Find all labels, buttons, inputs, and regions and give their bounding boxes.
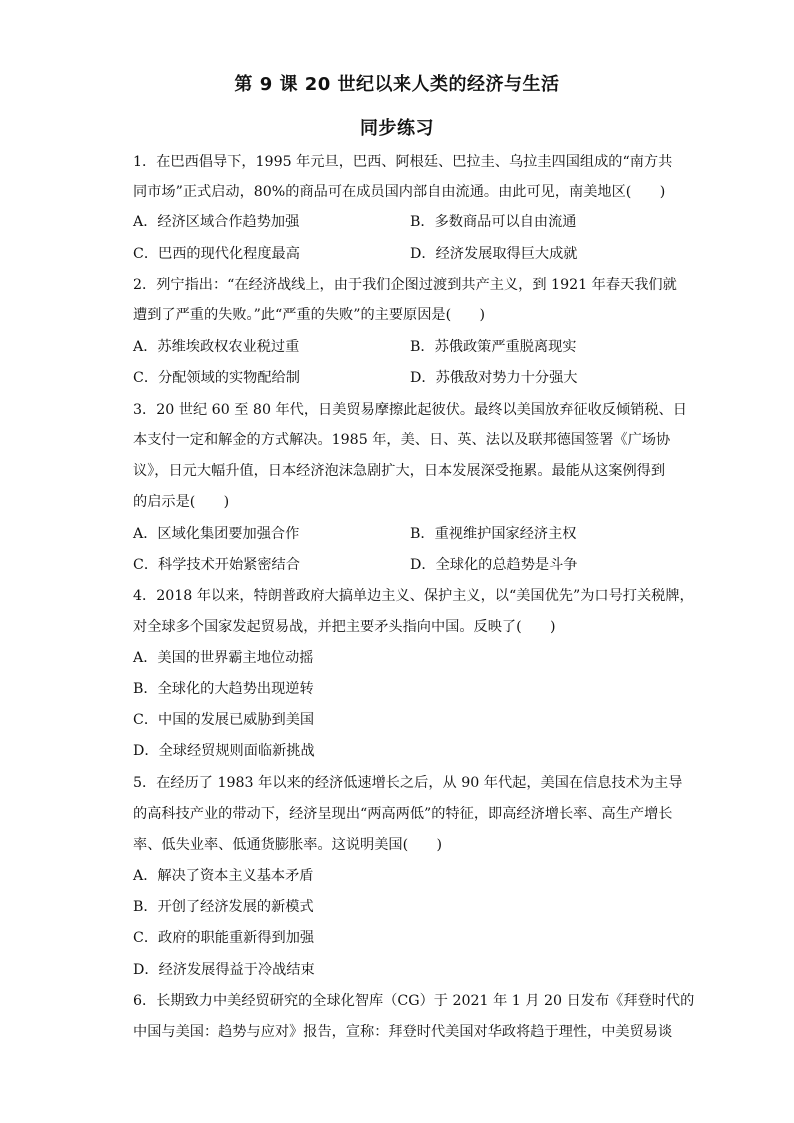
q4-option-c: C．中国的发展已威胁到美国	[133, 712, 315, 728]
q5-option-b: B．开创了经济发展的新模式	[133, 899, 314, 915]
page-subtitle: 同步练习	[360, 118, 434, 139]
page-title: 第 9 课 20 世纪以来人类的经济与生活	[234, 74, 560, 95]
q3-stem-line-4: 的启示是( )	[133, 494, 230, 510]
q5-option-a: A．解决了资本主义基本矛盾	[133, 868, 314, 884]
q4-option-a: A．美国的世界霸主地位动摇	[133, 650, 314, 666]
q2-option-a: A．苏维埃政权农业税过重	[133, 339, 300, 355]
q2-option-d: D．苏俄敌对势力十分强大	[410, 370, 578, 386]
q6-stem-line-1: 6．长期致力中美经贸研究的全球化智库（CG）于 2021 年 1 月 20 日发布《拜登时代的	[133, 993, 695, 1009]
q3-option-a: A．区域化集团要加强合作	[133, 526, 300, 542]
q3-option-d: D．全球化的总趋势是斗争	[410, 557, 578, 573]
q4-stem-line-2: 对全球多个国家发起贸易战，并把主要矛头指向中国。反映了( )	[133, 619, 556, 635]
q1-stem-line-1: 1．在巴西倡导下，1995 年元旦，巴西、阿根廷、巴拉圭、乌拉圭四国组成的“南方共	[133, 154, 673, 170]
q1-option-a: A．经济区域合作趋势加强	[133, 214, 300, 230]
q3-option-b: B．重视维护国家经济主权	[410, 526, 577, 542]
q5-stem-line-1: 5．在经历了 1983 年以来的经济低速增长之后，从 90 年代起，美国在信息技术为主导	[133, 775, 683, 791]
q5-option-c: C．政府的职能重新得到加强	[133, 930, 315, 946]
q1-option-b: B．多数商品可以自由流通	[410, 214, 577, 230]
q1-option-d: D．经济发展取得巨大成就	[410, 246, 578, 262]
q5-stem-line-3: 率、低失业率、低通货膨胀率。这说明美国( )	[133, 837, 443, 853]
q3-stem-line-1: 3．20 世纪 60 至 80 年代，日美贸易摩擦此起彼伏。最终以美国放弃征收反倾销税、日	[133, 402, 687, 418]
q5-option-d: D．经济发展得益于冷战结束	[133, 962, 315, 978]
q3-stem-line-2: 本支付一定和解金的方式解决。1985 年，美、日、英、法以及联邦德国签署《广场协	[133, 432, 671, 448]
q4-option-d: D．全球经贸规则面临新挑战	[133, 743, 315, 759]
q4-stem-line-1: 4．2018 年以来，特朗普政府大搞单边主义、保护主义，以“美国优先”为口号打关税牌，	[133, 588, 694, 604]
q2-option-c: C．分配领域的实物配给制	[133, 370, 300, 386]
q1-option-c: C．巴西的现代化程度最高	[133, 246, 300, 262]
q6-stem-line-2: 中国与美国：趋势与应对》报告，宣称：拜登时代美国对华政将趋于理性，中美贸易谈	[133, 1024, 673, 1040]
q4-option-b: B．全球化的大趋势出现逆转	[133, 681, 314, 697]
q3-stem-line-3: 议》，日元大幅升值，日本经济泡沫急剧扩大，日本发展深受拖累。最能从这案例得到	[133, 463, 666, 479]
q5-stem-line-2: 的高科技产业的带动下，经济呈现出“两高两低”的特征，即高经济增长率、高生产增长	[133, 806, 673, 822]
q1-stem-line-2: 同市场”正式启动，80%的商品可在成员国内部自由流通。由此可见，南美地区( )	[133, 184, 666, 200]
q2-stem-line-1: 2．列宁指出：“在经济战线上，由于我们企图过渡到共产主义，到 1921 年春天我们就	[133, 277, 677, 293]
q2-stem-line-2: 遭到了严重的失败。”此“严重的失败”的主要原因是( )	[133, 307, 486, 323]
q2-option-b: B．苏俄政策严重脱离现实	[410, 339, 577, 355]
q3-option-c: C．科学技术开始紧密结合	[133, 557, 300, 573]
